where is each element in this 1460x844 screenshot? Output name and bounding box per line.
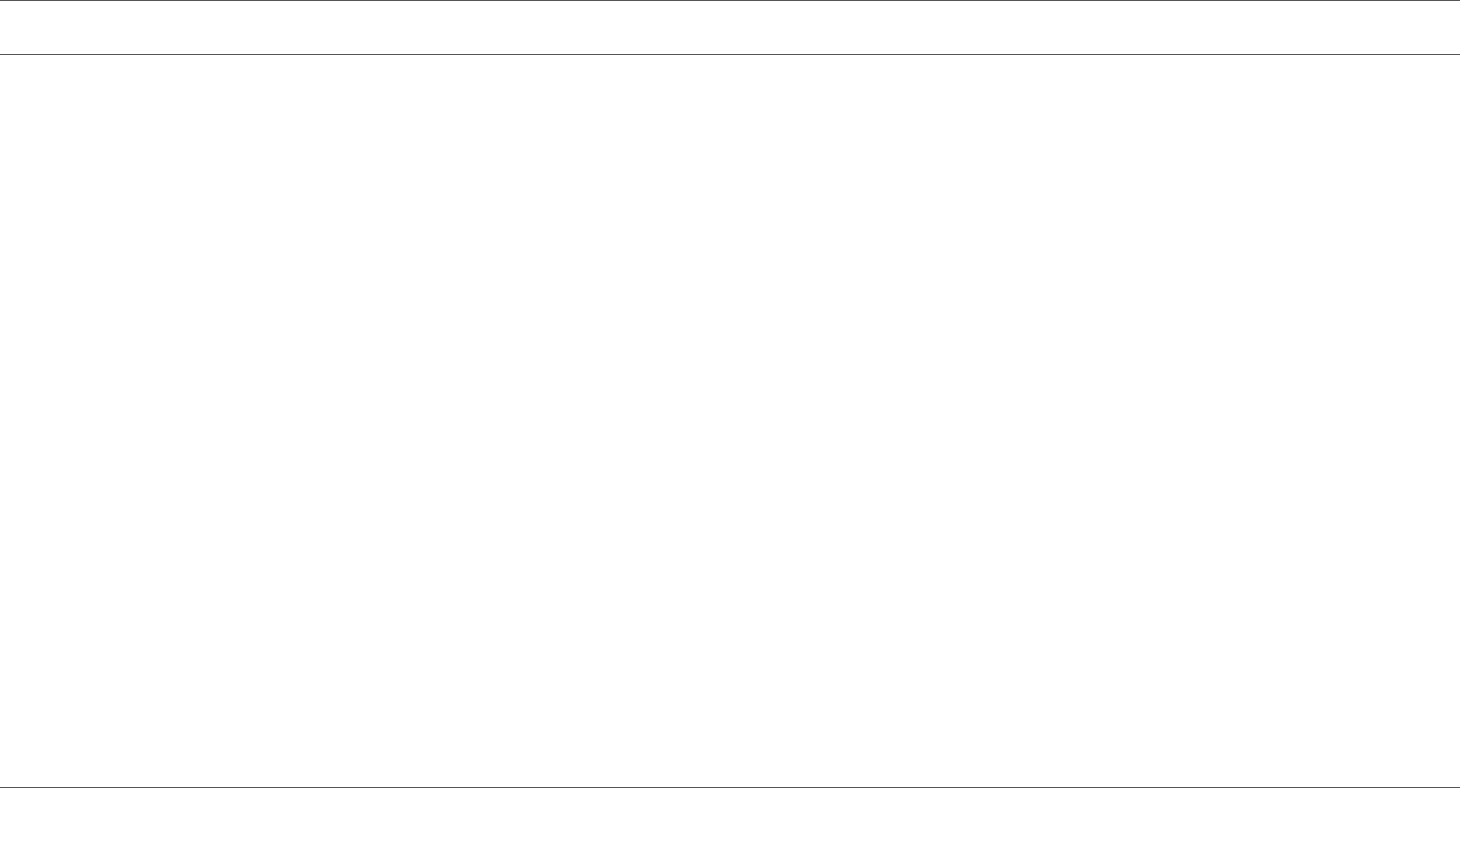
header-recurrence bbox=[654, 1, 789, 55]
header-included bbox=[522, 1, 654, 55]
header-studies bbox=[0, 1, 233, 55]
header-follow-up bbox=[354, 1, 522, 55]
header-treatment bbox=[789, 1, 1299, 55]
header-country bbox=[233, 1, 354, 55]
table-header bbox=[0, 1, 1460, 55]
studies-table bbox=[0, 0, 1460, 55]
header-histological bbox=[1299, 1, 1460, 55]
table-bottom-rule bbox=[0, 787, 1460, 788]
